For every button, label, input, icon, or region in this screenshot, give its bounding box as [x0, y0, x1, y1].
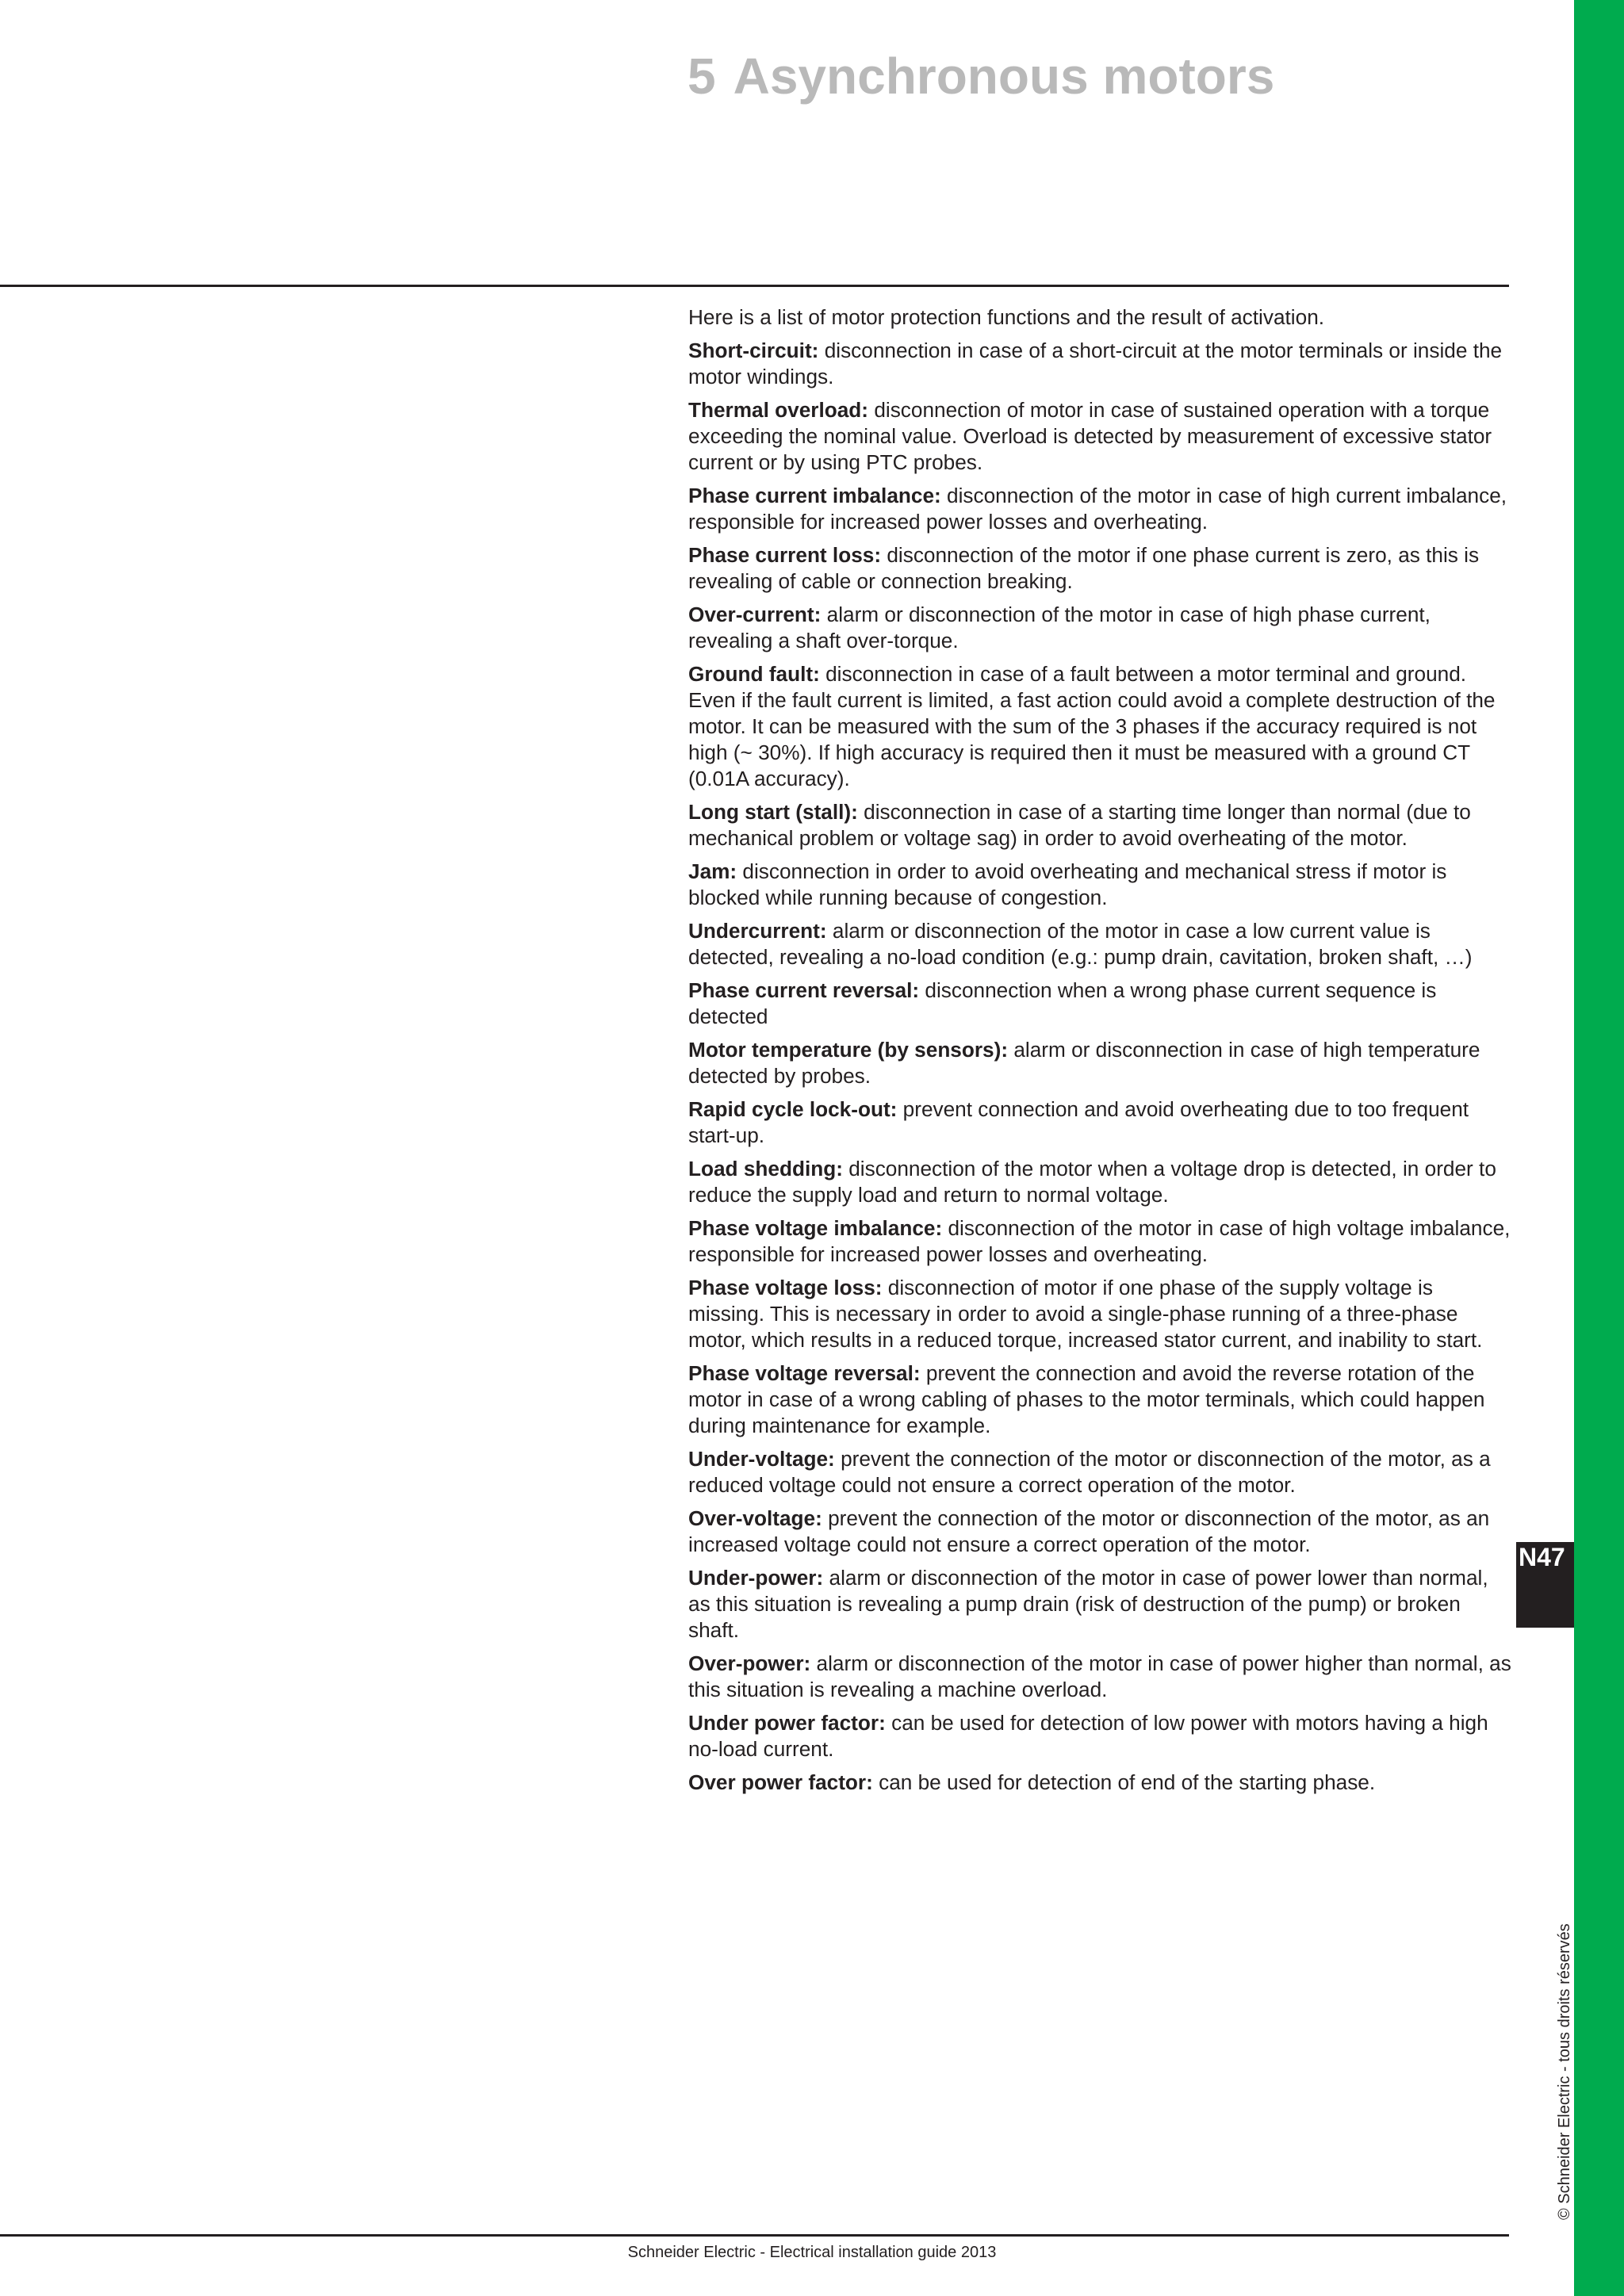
- function-term: Long start (stall):: [688, 800, 858, 824]
- function-term: Short-circuit:: [688, 339, 819, 362]
- function-term: Undercurrent:: [688, 919, 827, 943]
- page-number-tab: N47: [1516, 1542, 1574, 1628]
- function-term: Phase current loss:: [688, 543, 882, 567]
- function-item: [688, 859, 1513, 911]
- function-term: Ground fault:: [688, 662, 820, 686]
- function-term: Phase voltage imbalance:: [688, 1216, 943, 1240]
- function-item: [688, 799, 1513, 851]
- function-item: [688, 1096, 1513, 1149]
- function-item: [688, 661, 1513, 792]
- header-divider: [0, 285, 1509, 287]
- function-term: Phase current imbalance:: [688, 484, 941, 507]
- function-item: [688, 1710, 1513, 1762]
- chapter-number: 5: [688, 48, 716, 105]
- function-item: [688, 1215, 1513, 1268]
- side-color-bar: [1574, 0, 1624, 2296]
- function-item: [688, 918, 1513, 970]
- function-description: can be used for detection of end of the starting phase.: [879, 1770, 1376, 1794]
- function-item: [688, 1565, 1513, 1644]
- function-item: [688, 602, 1513, 654]
- chapter-title: [688, 46, 1274, 107]
- function-item: [688, 1275, 1513, 1353]
- function-description: disconnection of the motor if one phase current is zero, as this is revealing of cable or connection breaking.: [688, 543, 1480, 593]
- function-term: Over-current:: [688, 603, 822, 626]
- function-description: prevent the connection and avoid the reverse rotation of the motor in case of a wrong cabling of phases to the motor terminals, which could happen during maintenance for example.: [688, 1361, 1485, 1437]
- function-item: [688, 1037, 1513, 1089]
- function-item: [688, 397, 1513, 476]
- function-term: Over power factor:: [688, 1770, 873, 1794]
- function-item: [688, 1360, 1513, 1439]
- function-description: prevent the connection of the motor or disconnection of the motor, as a reduced voltage could not ensure a correct operation of the motor.: [688, 1447, 1491, 1497]
- function-item: [688, 1446, 1513, 1498]
- function-term: Under power factor:: [688, 1711, 886, 1735]
- function-description: alarm or disconnection of the motor in case of high phase current, revealing a shaft over-torque.: [688, 603, 1431, 652]
- function-description: alarm or disconnection in case of high temperature detected by probes.: [688, 1038, 1480, 1088]
- function-item: [688, 1651, 1513, 1703]
- function-description: can be used for detection of low power with motors having a high no-load current.: [688, 1711, 1488, 1761]
- function-item: [688, 1156, 1513, 1208]
- function-term: Over-voltage:: [688, 1506, 822, 1530]
- function-term: Phase voltage loss:: [688, 1276, 883, 1299]
- page-footer: Schneider Electric - Electrical installation guide 2013: [627, 2244, 997, 2261]
- function-item: [688, 1770, 1513, 1796]
- function-term: Motor temperature (by sensors):: [688, 1038, 1009, 1062]
- function-term: Over-power:: [688, 1651, 811, 1675]
- function-description: disconnection when a wrong phase current sequence is detected: [688, 978, 1437, 1028]
- function-description: disconnection of the motor in case of high voltage imbalance, responsible for increased power losses and overheating.: [688, 1216, 1511, 1266]
- function-description: prevent the connection of the motor or disconnection of the motor, as an increased voltage could not ensure a correct operation of the motor.: [688, 1506, 1490, 1556]
- function-term: Phase current reversal:: [688, 978, 920, 1002]
- function-term: Load shedding:: [688, 1157, 843, 1181]
- function-description: disconnection in case of a fault between a motor terminal and ground. Even if the fault current is limited, a fast action could avoid a complete destruction of the motor. It can be measured with the sum of the 3 phases if the accuracy required is not high (~ 30%). If high accuracy is required then it must be measured with a ground CT (0.01A accuracy).: [688, 662, 1496, 790]
- function-description: disconnection of the motor in case of high current imbalance, responsible for increased power losses and overheating.: [688, 484, 1507, 534]
- function-item: [688, 483, 1513, 535]
- function-term: Jam:: [688, 859, 737, 883]
- function-item: [688, 542, 1513, 595]
- function-item: [688, 338, 1513, 390]
- function-item: [688, 978, 1513, 1030]
- function-item: [688, 1506, 1513, 1558]
- function-term: Under-voltage:: [688, 1447, 835, 1471]
- footer-divider: [0, 2234, 1509, 2237]
- function-description: alarm or disconnection of the motor in case of power higher than normal, as this situation is revealing a machine overload.: [688, 1651, 1511, 1701]
- copyright-notice: © Schneider Electric - tous droits réservés: [1556, 1923, 1573, 2220]
- intro-paragraph: Here is a list of motor protection functions and the result of activation.: [688, 305, 1325, 329]
- function-term: Thermal overload:: [688, 398, 869, 422]
- function-description: prevent connection and avoid overheating due to too frequent start-up.: [688, 1097, 1469, 1147]
- function-description: alarm or disconnection of the motor in case of power lower than normal, as this situation is revealing a pump drain (risk of destruction of the pump) or broken shaft.: [688, 1566, 1488, 1642]
- function-description: alarm or disconnection of the motor in case a low current value is detected, revealing a no-load condition (e.g.: pump drain, cavitation, broken shaft, …): [688, 919, 1473, 969]
- function-term: Phase voltage reversal:: [688, 1361, 921, 1385]
- function-description: disconnection in case of a short-circuit at the motor terminals or inside the motor windings.: [688, 339, 1503, 388]
- function-term: Under-power:: [688, 1566, 824, 1590]
- function-description: disconnection of the motor when a voltage drop is detected, in order to reduce the supply load and return to normal voltage.: [688, 1157, 1496, 1207]
- protection-functions-list: [688, 304, 1513, 1803]
- chapter-title-text: Asynchronous motors: [733, 48, 1275, 105]
- function-description: disconnection in order to avoid overheating and mechanical stress if motor is blocked while running because of congestion.: [688, 859, 1447, 909]
- function-term: Rapid cycle lock-out:: [688, 1097, 898, 1121]
- function-description: disconnection of motor in case of sustained operation with a torque exceeding the nominal value. Overload is detected by measurement of excessive stator current or by using PTC probes.: [688, 398, 1492, 474]
- function-description: disconnection in case of a starting time longer than normal (due to mechanical problem or voltage sag) in order to avoid overheating of the motor.: [688, 800, 1471, 850]
- function-description: disconnection of motor if one phase of the supply voltage is missing. This is necessary in order to avoid a single-phase running of a three-phase motor, which results in a reduced torque, increased stator current, and inability to start.: [688, 1276, 1483, 1352]
